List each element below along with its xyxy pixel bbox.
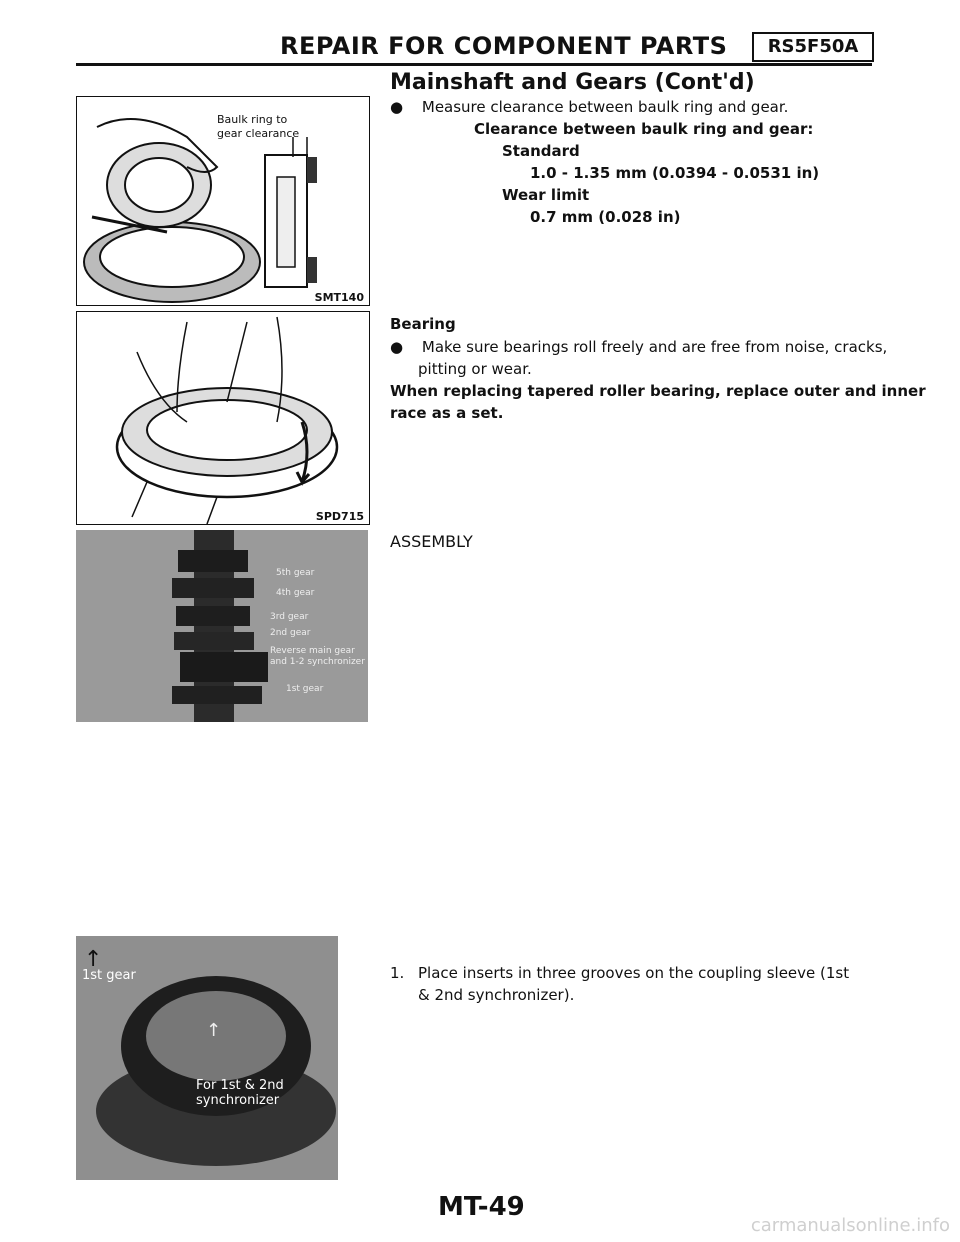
fig1-label-line1: Baulk ring to [217,113,288,126]
label-3rd-gear: 3rd gear [270,612,309,622]
page-number: MT-49 [438,1192,525,1222]
bearing-heading: Bearing [390,315,456,333]
label-reverse-line2: and 1-2 synchronizer [270,657,365,667]
label-reverse-line1: Reverse main gear [270,646,355,656]
photo-mainshaft-gears [76,530,368,722]
assembly-heading: ASSEMBLY [390,532,473,551]
svg-text:↑: ↑ [206,1020,222,1041]
photo-synchronizer [76,936,338,1180]
standard-value: 1.0 - 1.35 mm (0.0394 - 0.0531 in) [530,164,820,182]
page-header-title: REPAIR FOR COMPONENT PARTS [280,32,728,60]
clearance-spec-title: Clearance between baulk ring and gear: [474,120,814,138]
mainshaft-photo [76,530,368,722]
svg-text:↑: ↑ [84,947,103,972]
figure-bearing [76,311,370,525]
bullet-dot: ● [390,98,404,116]
label-for-synchronizer: For 1st & 2nd synchronizer [196,1078,284,1108]
step1-line1: Place inserts in three grooves on the coupling sleeve (1st [418,964,850,982]
step1-number: 1. [390,964,405,982]
label-2nd-gear: 2nd gear [270,628,311,638]
clearance-bullet-text: Measure clearance between baulk ring and gear. [421,98,789,116]
figure-baulk-ring-clearance [76,96,370,306]
bearing-bullet-line1: Make sure bearings roll freely and are free from noise, cracks, [421,338,888,356]
section-title: Mainshaft and Gears (Cont'd) [390,70,755,95]
label-5th-gear: 5th gear [276,568,315,578]
bearing-note-line2: race as a set. [390,404,504,422]
fig1-label-line2: gear clearance [217,127,300,140]
step1-line2: & 2nd synchronizer). [418,986,575,1004]
fig2-code: SPD715 [315,510,364,523]
bearing-illustration [77,312,369,524]
label-4th-gear: 4th gear [276,588,315,598]
bearing-note-line1: When replacing tapered roller bearing, replace outer and inner [390,382,926,400]
standard-label: Standard [502,142,580,160]
wear-limit-label: Wear limit [502,186,590,204]
label-1st-gear: 1st gear [286,684,324,694]
watermark-text: carmanualsonline.info [750,1215,950,1236]
bearing-bullet [390,336,887,358]
bullet-dot: ● [390,338,404,356]
bearing-bullet-line2: pitting or wear. [418,360,532,378]
fig1-code: SMT140 [314,291,364,304]
label-1st-gear-photo: 1st gear [82,968,136,983]
header-rule [76,63,872,66]
wear-limit-value: 0.7 mm (0.028 in) [530,208,681,226]
model-code-badge: RS5F50A [752,32,874,62]
clearance-bullet [390,96,788,118]
